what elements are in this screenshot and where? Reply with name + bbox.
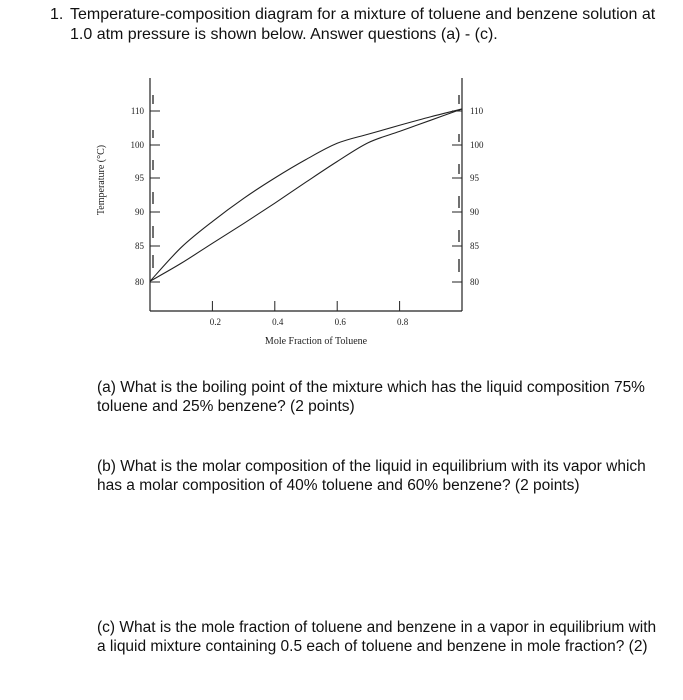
y-tick-label-right: 95: [470, 173, 479, 183]
y-tick-label-left: 80: [135, 277, 144, 287]
part-c-text: What is the mole fraction of toluene and benzene in a vapor in equilibrium with a liquid mixture containing 0.5 each of toluene and benzene in mole fraction? (2): [97, 619, 657, 655]
chart-curves: [150, 109, 462, 281]
part-b-label: (b): [97, 458, 116, 475]
y-tick-label-right: 85: [470, 241, 479, 251]
y-tick-label-left: 85: [135, 241, 144, 251]
chart-ticks: [150, 95, 462, 311]
part-a-label: (a): [97, 379, 116, 396]
question-text: Temperature-composition diagram for a mixture of toluene and benzene solution at 1.0 atm pressure is shown below. Answer questions (a) - (c).: [70, 6, 656, 43]
liquid-curve: [150, 109, 462, 281]
question-number: 1.: [50, 6, 64, 23]
part-b: [97, 457, 657, 495]
part-b-text: What is the molar composition of the liquid in equilibrium with its vapor which has a molar composition of 40% toluene and 60% benzene? (2 points): [97, 458, 646, 494]
vapor-curve: [150, 109, 462, 281]
x-tick-label: 0.4: [272, 317, 284, 327]
y-tick-label-left: 110: [130, 106, 144, 116]
part-a: [97, 378, 657, 416]
y-tick-label-left: 100: [130, 140, 144, 150]
x-tick-label: 0.6: [334, 317, 346, 327]
x-tick-label: 0.2: [209, 317, 222, 327]
part-c: [97, 618, 657, 656]
y-tick-label-right: 90: [470, 207, 479, 217]
x-axis-label: Mole Fraction of Toluene: [264, 336, 368, 347]
y-tick-label-right: 110: [470, 106, 484, 116]
y-tick-label-left: 90: [135, 207, 144, 217]
y-tick-label-right: 80: [470, 277, 479, 287]
x-tick-label: 0.8: [396, 317, 409, 327]
chart-axes: [150, 78, 462, 311]
y-axis-label: Temperature (°C): [96, 144, 107, 216]
part-c-label: (c): [97, 619, 116, 636]
y-tick-label-left: 95: [135, 173, 144, 183]
part-a-text: What is the boiling point of the mixture which has the liquid composition 75% toluene and 25% benzene? (2 points): [97, 379, 645, 415]
y-tick-label-right: 100: [470, 140, 484, 150]
